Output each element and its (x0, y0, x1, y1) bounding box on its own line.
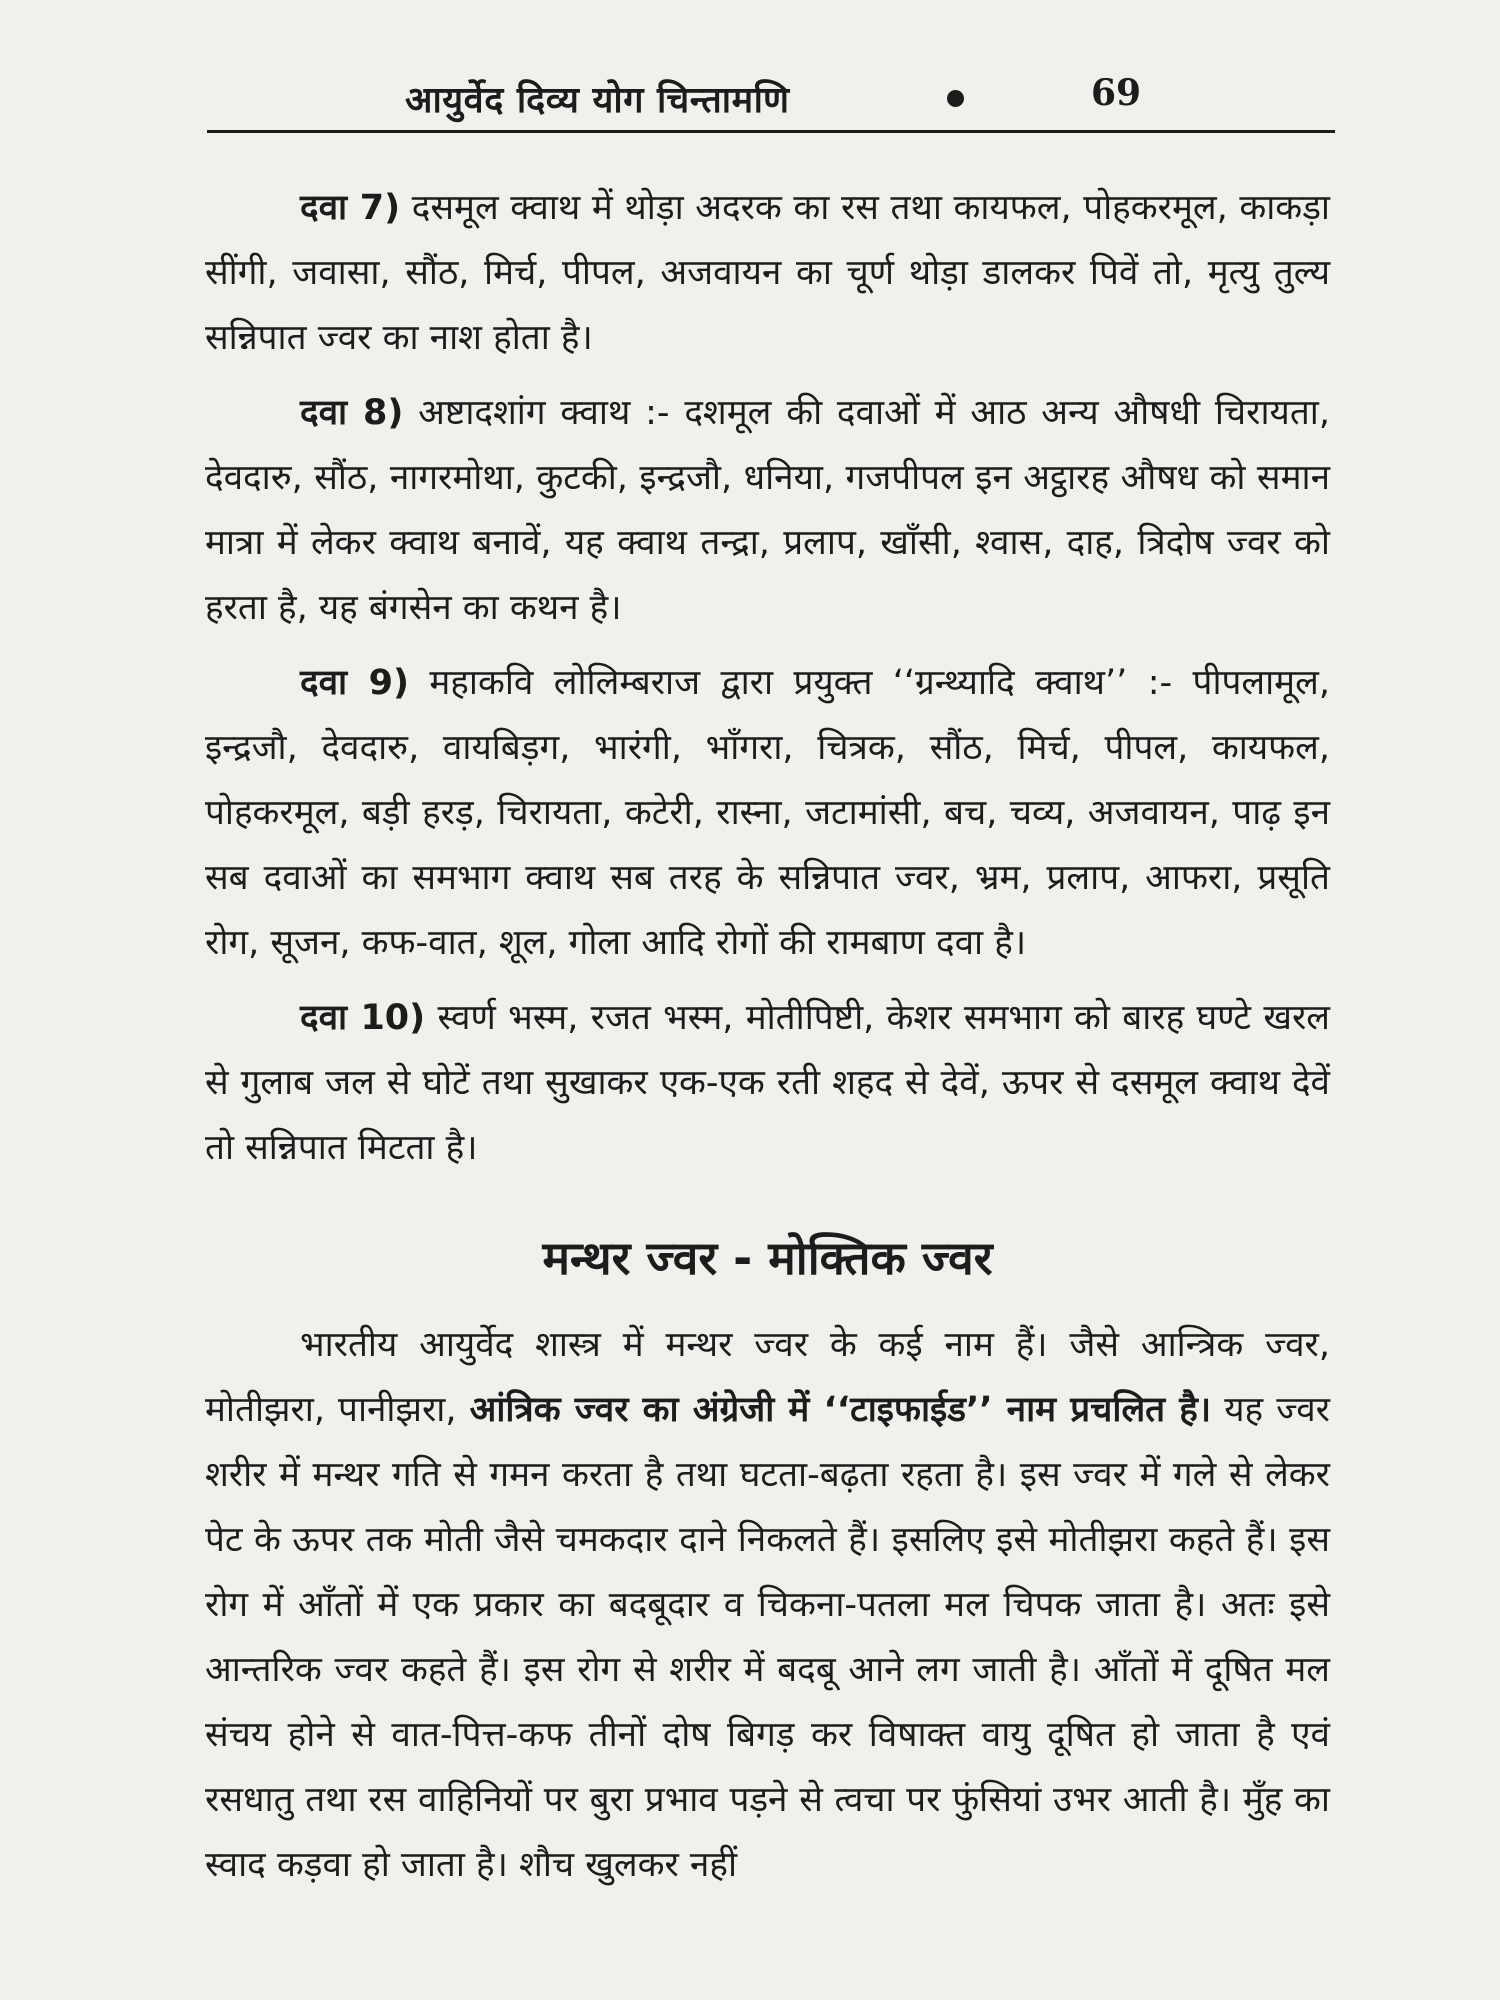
section-intro-text: भारतीय आयुर्वेद शास्त्र में मन्थर ज्वर के कई नाम हैं। जैसे आन्त्रिक ज्वर, मोतीझरा, पानीझरा, (205, 1325, 1330, 1430)
remedy-text: दसमूल क्वाथ में थोड़ा अदरक का रस तथा कायफल, पोहकरमूल, काकड़ा सींगी, जवासा, सौंठ, मिर्च, पीपल, अजवायन का चूर्ण थोड़ा डालकर पिवें तो, मृत्यु तुल्य सन्निपात ज्वर का नाश होता है। (205, 188, 1330, 358)
section-paragraph (205, 1313, 1330, 1898)
remedy-label: दवा 9) (300, 663, 409, 703)
book-title: आयुर्वेद दिव्य योग चिन्तामणि (405, 80, 790, 121)
header-rule (207, 130, 1335, 133)
remedy-text: स्वर्ण भस्म, रजत भस्म, मोतीपिष्टी, केशर समभाग को बारह घण्टे खरल से गुलाब जल से घोटें तथा सुखाकर एक-एक रती शहद से देवें, ऊपर से दसमूल क्वाथ देवें तो सन्निपात मिटता है। (205, 998, 1330, 1168)
remedy-paragraph (205, 176, 1330, 371)
remedy-paragraph (205, 381, 1330, 641)
section-heading: मन्थर ज्वर - मोक्तिक ज्वर (542, 1231, 993, 1285)
page-body (205, 176, 1330, 1908)
remedy-label: दवा 10) (300, 998, 426, 1038)
remedy-text: महाकवि लोलिम्बराज द्वारा प्रयुक्त ‘‘ग्रन्थ्यादि क्वाथ’’ :- पीपलामूल, इन्द्रजौ, देवदारु, वायबिड़ग, भारंगी, भाँगरा, चित्रक, सौंठ, मिर्च, पीपल, कायफल, पोहकरमूल, बड़ी हरड़, चिरायता, कटेरी, रास्ना, जटामांसी, बच, चव्य, अजवायन, पाढ़ इन सब दवाओं का समभाग क्वाथ सब तरह के सन्निपात ज्वर, भ्रम, प्रलाप, आफरा, प्रसूति रोग, सूजन, कफ-वात, शूल, गोला आदि रोगों की रामबाण दवा है। (205, 663, 1330, 963)
header-bullet-icon (947, 90, 964, 107)
remedy-paragraph (205, 986, 1330, 1181)
remedy-paragraph (205, 651, 1330, 976)
remedy-text: अष्टादशांग क्वाथ :- दशमूल की दवाओं में आठ अन्य औषधी चिरायता, देवदारु, सौंठ, नागरमोथा, कुटकी, इन्द्रजौ, धनिया, गजपीपल इन अट्ठारह औषध को समान मात्रा में लेकर क्वाथ बनावें, यह क्वाथ तन्द्रा, प्रलाप, खाँसी, श्वास, दाह, त्रिदोष ज्वर को हरता है, यह बंगसेन का कथन है। (205, 393, 1330, 628)
running-header (205, 74, 1335, 134)
page-number: 69 (1091, 72, 1142, 114)
section-body-text: यह ज्वर शरीर में मन्थर गति से गमन करता है तथा घटता-बढ़ता रहता है। इस ज्वर में गले से लेकर पेट के ऊपर तक मोती जैसे चमकदार दाने निकलते हैं। इसलिए इसे मोतीझरा कहते हैं। इस रोग में आँतों में एक प्रकार का बदबूदार व चिकना-पतला मल चिपक जाता है। अतः इसे आन्तरिक ज्वर कहते हैं। इस रोग से शरीर में बदबू आने लग जाती है। आँतों में दूषित मल संचय होने से वात-पित्त-कफ तीनों दोष बिगड़ कर विषाक्त वायु दूषित हो जाता है एवं रसधातु तथा रस वाहिनियों पर बुरा प्रभाव पड़ने से त्वचा पर फुंसियां उभर आती है। मुँह का स्वाद कड़वा हो जाता है। शौच खुलकर नहीं (205, 1390, 1330, 1885)
section-intro-bold: आंत्रिक ज्वर का अंग्रेजी में ‘‘टाइफाईड’’ नाम प्रचलित है। (469, 1390, 1212, 1430)
remedy-label: दवा 7) (300, 188, 401, 228)
remedy-label: दवा 8) (300, 393, 404, 433)
